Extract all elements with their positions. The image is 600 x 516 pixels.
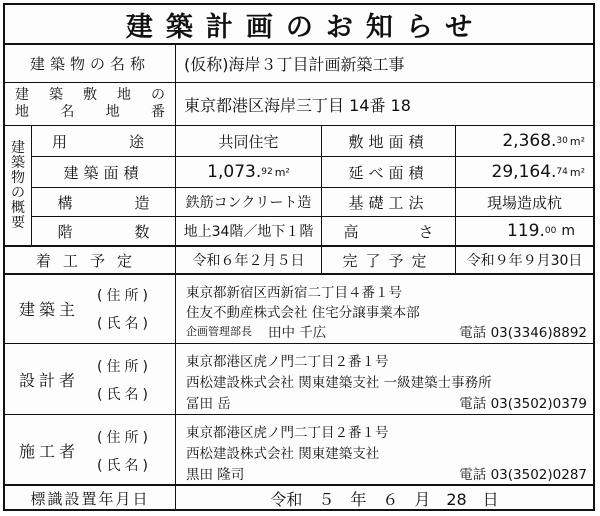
designer-address: 東京都港区虎ノ門二丁目２番１号 bbox=[186, 354, 389, 370]
structure-label: 構造 bbox=[57, 193, 212, 212]
owner-sub-address: (住所) bbox=[97, 288, 152, 304]
overview-side-label: 建 築 物 の 概 要 bbox=[11, 139, 25, 231]
contractor-label: 施工者 bbox=[19, 442, 80, 461]
site-label bbox=[5, 83, 175, 125]
contractor-sub-name: (氏名) bbox=[97, 458, 152, 474]
site-value: 東京都港区海岸三丁目 14番 18 bbox=[184, 95, 411, 115]
building-area-value: 1,073. 92 m² bbox=[207, 162, 290, 182]
contractor-person-name: 黒田 隆司 bbox=[186, 467, 245, 483]
floor-area-value: 29,164. 74 m² bbox=[491, 162, 585, 182]
owner-person-name: 田中 千広 bbox=[268, 325, 327, 341]
owner-label: 建築主 bbox=[19, 300, 80, 319]
height-label: 高さ bbox=[343, 222, 494, 241]
site-label-top: 建築敷地の bbox=[15, 87, 165, 103]
designer-label-block bbox=[5, 344, 175, 414]
use-value: 共同住宅 bbox=[218, 132, 279, 151]
owner-sub-name: (氏名) bbox=[97, 316, 152, 332]
site-area-label: 敷地面積 bbox=[348, 132, 429, 151]
start-value: 令和６年２月５日 bbox=[192, 253, 305, 269]
floor-area-label: 延べ面積 bbox=[348, 163, 429, 182]
site-area-value: 2,368. 30 m² bbox=[502, 131, 585, 151]
designer-phone: 電話 03(3502)0379 bbox=[459, 396, 587, 412]
owner-company: 住友不動産株式会社 住宅分譲事業本部 bbox=[186, 305, 420, 321]
designer-person-name: 冨田 岳 bbox=[186, 396, 231, 412]
designer-info bbox=[176, 344, 593, 414]
contractor-label-block bbox=[5, 415, 175, 484]
designer-label: 設計者 bbox=[19, 371, 80, 390]
site-label-bottom: 地名地番 bbox=[15, 104, 165, 120]
contractor-phone: 電話 03(3502)0287 bbox=[459, 467, 587, 483]
owner-info bbox=[176, 275, 593, 343]
contractor-address: 東京都港区虎ノ門二丁目２番１号 bbox=[186, 425, 389, 441]
height-value: 119. 00 m bbox=[507, 221, 575, 241]
building-name-label: 建築物の名称 bbox=[29, 55, 150, 73]
end-label: 完了予定 bbox=[342, 251, 435, 270]
owner-label-block bbox=[5, 275, 175, 343]
designer-company: 西松建設株式会社 関東建築支社 一級建築士事務所 bbox=[186, 375, 492, 391]
building-area-label: 建築面積 bbox=[63, 163, 144, 182]
posted-value: 令和 ５ 年 ６ 月 28 日 bbox=[270, 490, 499, 509]
structure-value: 鉄筋コンクリート造 bbox=[185, 195, 312, 211]
designer-sub-name: (氏名) bbox=[97, 387, 152, 403]
contractor-info bbox=[176, 415, 593, 484]
posted-label: 標識設置年月日 bbox=[30, 490, 150, 508]
notice-board bbox=[3, 3, 595, 511]
owner-address: 東京都新宿区西新宿二丁目４番１号 bbox=[186, 285, 402, 301]
contractor-company: 西松建設株式会社 関東建築支社 bbox=[186, 446, 380, 462]
owner-person-title: 企画管理部長 bbox=[186, 325, 252, 338]
use-label: 用途 bbox=[52, 132, 207, 151]
end-value: 令和９年９月30日 bbox=[466, 253, 583, 269]
foundation-value: 現場造成杭 bbox=[486, 193, 562, 212]
foundation-label: 基礎工法 bbox=[348, 193, 429, 212]
floors-value: 地上34階／地下１階 bbox=[183, 224, 314, 240]
notice-title: 建築計画のお知らせ bbox=[5, 5, 593, 45]
owner-phone: 電話 03(3346)8892 bbox=[459, 325, 587, 341]
floors-label: 階数 bbox=[57, 222, 212, 241]
designer-sub-address: (住所) bbox=[97, 359, 152, 375]
contractor-sub-address: (住所) bbox=[97, 430, 152, 446]
building-name-value: (仮称)海岸３丁目計画新築工事 bbox=[184, 55, 405, 74]
start-label: 着工予定 bbox=[35, 251, 144, 270]
